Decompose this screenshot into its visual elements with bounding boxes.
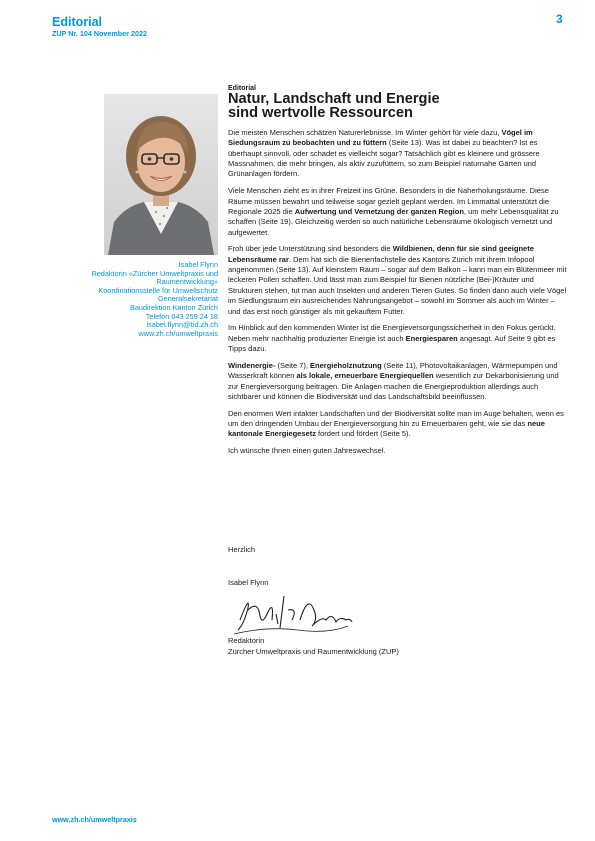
- highlighted-text: Windenergie-: [228, 360, 276, 370]
- paragraph-text: (Seite 7),: [275, 360, 311, 370]
- paragraph-text: Die meisten Menschen schätzen Naturerlebnisse. Im Winter gehört für viele dazu,: [228, 128, 502, 137]
- author-phone: Telefon 043 259 24 18: [145, 311, 218, 321]
- paragraph-text: Den enormen Wert intakter Landschaften und der Biodiversität sollte man im Auge behalten, wenn es um den dringenden Umbau der Energieversorgung hin zu Erneuerbaren geht, wie sie das: [228, 408, 564, 429]
- issue-label: ZUP Nr. 104 November 2022: [52, 29, 147, 38]
- article-paragraph: [228, 128, 568, 180]
- author-department: Koordinationsstelle für Umweltschutz: [98, 285, 218, 295]
- article-paragraph: [228, 186, 568, 238]
- handwritten-signature: [228, 590, 358, 640]
- highlighted-text: Vögel im Siedungsraum zu beobachten und zu füttern: [228, 128, 533, 148]
- highlighted-text: als lokale, erneuerbare Energiequellen: [296, 371, 434, 381]
- headline-line: Natur, Landschaft und Energie: [228, 91, 440, 107]
- closing-publication: Zürcher Umweltpraxis und Raumentwicklung (ZUP): [228, 647, 399, 656]
- author-department: Baudirektion Kanton Zürich: [129, 302, 218, 312]
- highlighted-text: Aufwertung und Vernetzung der ganzen Region: [294, 206, 464, 216]
- author-role-line: Redaktorin «Zürcher Umweltpraxis und: [91, 268, 218, 278]
- paragraph-text: angesagt. Auf Seite 9 gibt es Tipps dazu.: [228, 333, 556, 354]
- highlighted-text: neue kantonale Energiegesetz: [228, 419, 545, 439]
- paragraph-text: Froh über jede Unterstützung sind besonders die: [228, 244, 393, 254]
- article-headline: [228, 93, 568, 120]
- author-contact-box: [40, 261, 218, 338]
- article-paragraph: [228, 446, 568, 456]
- article-paragraph: [228, 323, 568, 354]
- footer-url-link[interactable]: www.zh.ch/umweltpraxis: [52, 815, 137, 824]
- closing-greeting: Herzlich: [228, 545, 256, 554]
- author-email-link[interactable]: isabel.flynn@bd.zh.ch: [146, 320, 218, 330]
- author-department: Generalsekretariat: [157, 294, 218, 304]
- article-paragraph: [228, 361, 568, 402]
- closing-name: Isabel Flynn: [228, 578, 269, 587]
- highlighted-text: Wildbienen, denn für sie sind geeignete Lebensräume rar: [228, 244, 534, 264]
- paragraph-text: (Seite 11), Photovoltaikanlagen, Wärmepumpen und Wasserkraft können: [228, 360, 558, 381]
- paragraph-text: Viele Menschen zieht es in ihrer Freizeit ins Grüne. Besonders in die Naherholungsräume. Diese Räume müssen bewahrt und teilweise sogar gezielt geplant werden. Im Limmattal unterstützt die Regionale 2025 die: [228, 186, 549, 216]
- paragraph-text: Ich wünsche Ihnen einen guten Jahreswechsel.: [228, 446, 386, 456]
- section-title: Editorial: [52, 15, 103, 29]
- paragraph-text: . Dem hat sich die Bienenfachstelle des Kantons Zürich mit ihrem Infopool angenommen (Seite 13). Auf kleinstem Raum – sogar auf dem Balkon – kann man ein Blütenmeer mit leckeren Pollen schaffen. Und lässt man zum Beispiel für Bienen nützliche (Bei-)Kräuter und Strukturen stehen, tut man auch Insekten und anderen Tieren Gutes. So finden dann auch viele Vögel im Siedlungsraum ein ausreichendes Nahrungsangebot – sowohl im Sommer als auch im Winter – und das erst noch günstiger als mit gekauftem Futter.: [228, 254, 567, 316]
- headline-line: sind wertvolle Ressourcen: [228, 104, 413, 121]
- closing-role: Redaktorin: [228, 636, 265, 645]
- article-body: [228, 128, 568, 463]
- paragraph-text: fordert und fördert (Seite 5).: [315, 429, 411, 439]
- highlighted-text: Energieholznutzung: [310, 360, 382, 370]
- author-name: Isabel Flynn: [178, 260, 218, 269]
- page-number: 3: [556, 12, 563, 26]
- paragraph-text: (Seite 13). Was ist dabei zu beachten? Ist es überhaupt sinnvoll, oder schadet es vielleicht sogar? Tatsächlich gibt es kleinere und grössere Massnahmen, die mehr bringen, als aktiv zuzufüttern, so zum Beispiel naturnahe Gärten und Grünanlagen fördern.: [228, 138, 540, 179]
- author-role-line: Raumentwicklung»: [156, 277, 218, 287]
- article-kicker: Editorial: [228, 85, 257, 92]
- article-paragraph: [228, 244, 568, 316]
- paragraph-text: Im Hinblick auf den kommenden Winter ist die Energieversorgungssicherheit in den Fokus gerückt. Neben mehr nachhaltig produzierter Energie ist auch: [228, 323, 556, 343]
- highlighted-text: Energiesparen: [405, 333, 458, 343]
- article-paragraph: [228, 409, 568, 440]
- author-photo: [104, 94, 218, 255]
- author-website-link[interactable]: www.zh.ch/umweltpraxis: [138, 328, 218, 338]
- paragraph-text: wesentlich zur Dekarbonisierung und zur Energieversorgung beitragen. Die Anlagen machen die Energieproduktion allerdings auch sichtbarer und können die Biodiversität und das Landschaftsbild beeinflussen.: [228, 371, 559, 401]
- paragraph-text: , um mehr Lebensqualität zu schaffen (Seite 19). Gleichzeitig werden so auch natürliche Lebensräume ökologisch vernetzt und aufgewertet.: [228, 206, 559, 237]
